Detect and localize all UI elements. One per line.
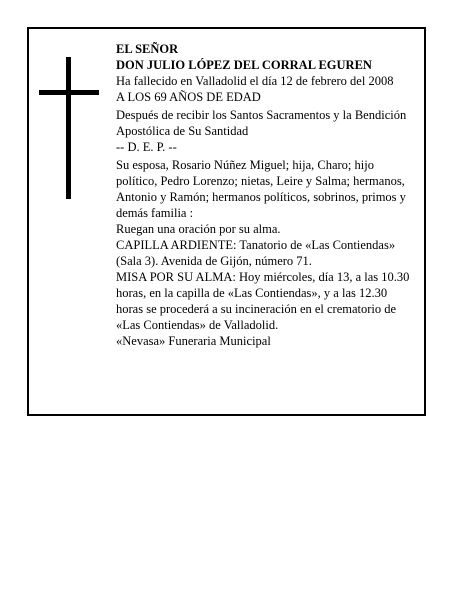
latin-cross-icon — [39, 57, 99, 199]
cross-vertical-bar — [66, 57, 71, 199]
chapel-info: CAPILLA ARDIENTE: Tanatorio de «Las Contiendas» (Sala 3). Avenida de Gijón, número 71. — [116, 238, 396, 268]
family-list: Su esposa, Rosario Núñez Miguel; hija, Charo; hijo político, Pedro Lorenzo; nietas, Leire y Salma; hermanos, Antonio y Ramón; hermanos políticos, sobrinos, primos y demás familia : — [116, 158, 406, 220]
obituary-notice — [27, 27, 426, 416]
mass-info: MISA POR SU ALMA: Hoy miércoles, día 13, a las 10.30 horas, en la capilla de «Las Contiendas», y a las 12.30 horas se procederá a su incineración en el crematorio de «Las Contiendas» de Valladolid. — [116, 270, 410, 332]
death-statement: Ha fallecido en Valladolid el día 12 de febrero del 2008 — [116, 74, 394, 88]
notice-title: EL SEÑOR — [116, 42, 179, 56]
age-statement: A LOS 69 AÑOS DE EDAD — [116, 90, 261, 104]
rest-in-peace: -- D. E. P. -- — [116, 140, 177, 154]
sacraments-statement: Después de recibir los Santos Sacramentos y la Bendición Apostólica de Su Santidad — [116, 108, 407, 138]
funeral-home: «Nevasa» Funeraria Municipal — [116, 334, 271, 348]
deceased-name: DON JULIO LÓPEZ DEL CORRAL EGUREN — [116, 58, 372, 72]
notice-text — [116, 41, 416, 349]
cross-horizontal-bar — [39, 90, 99, 95]
prayer-request: Ruegan una oración por su alma. — [116, 222, 281, 236]
